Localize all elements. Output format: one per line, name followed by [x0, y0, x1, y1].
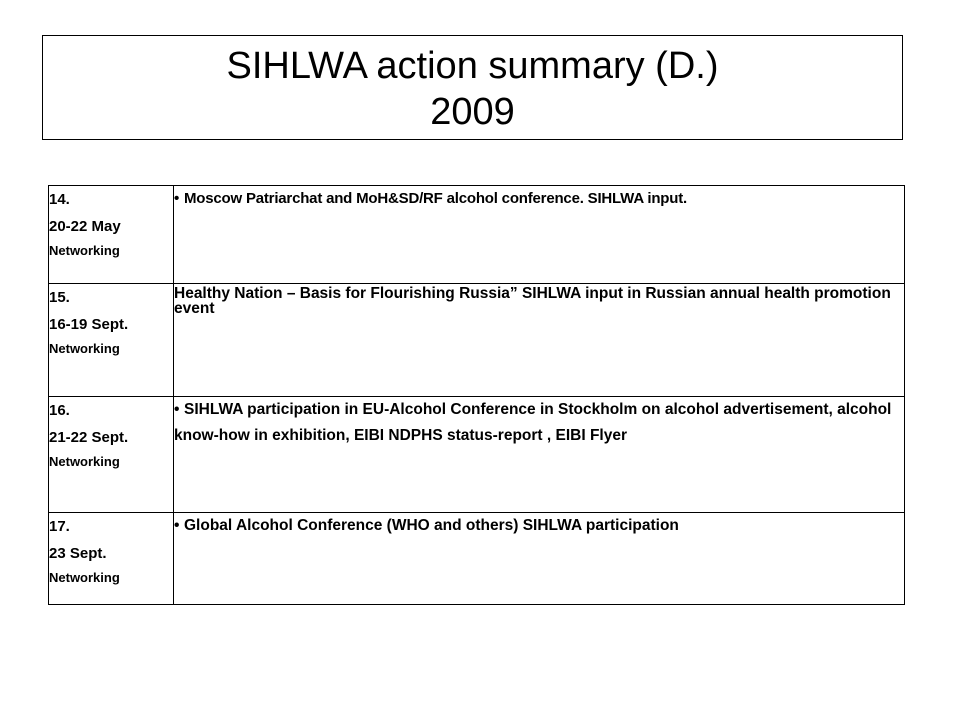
table-row: [49, 513, 905, 605]
row-description: SIHLWA participation in EU-Alcohol Conference in Stockholm on alcohol advertisement, alcohol know-how in exhibition, EIBI NDPHS status-report , EIBI Flyer: [174, 401, 892, 444]
row-category: Networking: [49, 570, 120, 585]
row-category: Networking: [49, 243, 120, 258]
bullet-icon: •: [174, 190, 180, 207]
row-description-cell: [174, 397, 905, 513]
row-date: 23 Sept.: [49, 545, 107, 562]
row-meta-cell: [49, 186, 174, 284]
row-description: Healthy Nation – Basis for Flourishing Russia” SIHLWA input in Russian annual health promotion event: [174, 285, 891, 317]
row-category: Networking: [49, 454, 120, 469]
row-date: 21-22 Sept.: [49, 429, 129, 446]
row-meta-cell: [49, 513, 174, 605]
table-row: [49, 284, 905, 397]
row-date: 16-19 Sept.: [49, 316, 129, 333]
title-box: [42, 35, 903, 140]
row-number: 14.: [49, 191, 70, 208]
bullet-icon: •: [174, 517, 180, 534]
row-description: Moscow Patriarchat and MoH&SD/RF alcohol conference. SIHLWA input.: [184, 190, 687, 207]
bullet-icon: •: [174, 401, 180, 418]
title-line-1: SIHLWA action summary (D.): [226, 45, 719, 87]
row-category: Networking: [49, 341, 120, 356]
row-number: 16.: [49, 402, 70, 419]
row-number: 15.: [49, 289, 70, 306]
row-number: 17.: [49, 518, 70, 535]
row-description-cell: [174, 284, 905, 397]
row-meta-cell: [49, 284, 174, 397]
row-description: Global Alcohol Conference (WHO and others) SIHLWA participation: [184, 517, 679, 534]
table-row: [49, 397, 905, 513]
row-date: 20-22 May: [49, 218, 121, 235]
row-description-cell: [174, 186, 905, 284]
row-meta-cell: [49, 397, 174, 513]
title-line-2: 2009: [430, 91, 515, 133]
action-summary-table: [48, 185, 905, 605]
table-row: [49, 186, 905, 284]
row-description-cell: [174, 513, 905, 605]
